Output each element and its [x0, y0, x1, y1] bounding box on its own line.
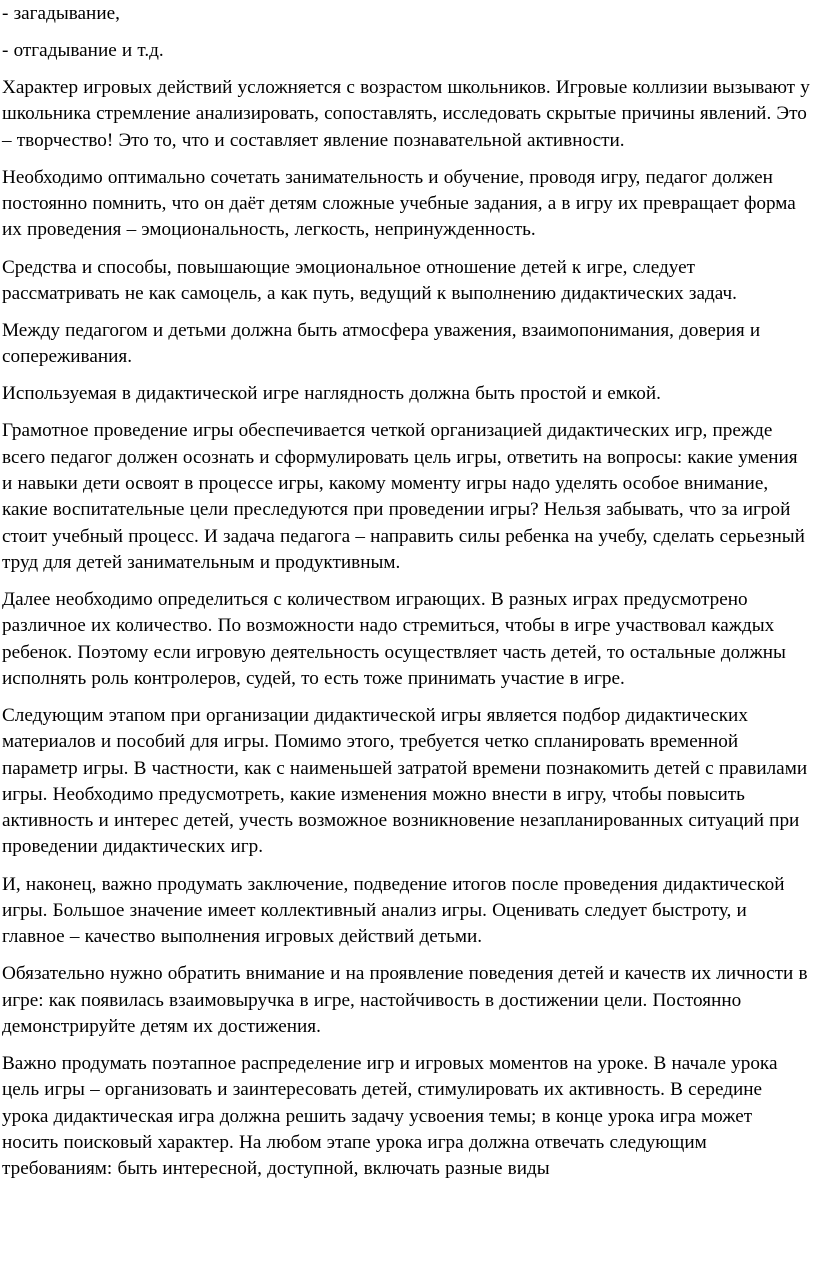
paragraph-lesson-stages: Важно продумать поэтапное распределение игр и игровых моментов на уроке. В начале урока цель игры – организовать и заинтересовать детей, стимулировать их активность. В середине урока дидактическая игра должна решить задачу усвоения темы; в конце урока игра может носить поисковый характер. На любом этапе урока игра должна отвечать следующим требованиям: быть интересной, доступной, включать разные виды	[2, 1052, 778, 1180]
paragraph-means-and-methods: Средства и способы, повышающие эмоциональное отношение детей к игре, следует рассматривать не как самоцель, а как путь, ведущий к выполнению дидактических задач.	[2, 256, 737, 304]
list-item-guessing: - загадывание,	[2, 3, 120, 24]
list-item-solving: - отгадывание и т.д.	[2, 40, 164, 62]
paragraph-game-actions: Характер игровых действий усложняется с возрастом школьников. Игровые коллизии вызывают у школьника стремление анализировать, сопоставлять, исследовать скрытые причины явлений. Это – творчество! Это то, что и составляет явление познавательной активности.	[2, 77, 810, 151]
paragraph-behavior: Обязательно нужно обратить внимание и на проявление поведения детей и качеств их личности в игре: как появилась взаимовыручка в игре, настойчивость в достижении цели. Постоянно демонстрируйте детям их достижения.	[2, 963, 808, 1037]
paragraph-game-organization: Грамотное проведение игры обеспечивается четкой организацией дидактических игр, прежде всего педагог должен осознать и сформулировать цель игры, ответить на вопросы: какие умения и навыки дети освоят в процессе игры, какому моменту игры надо уделять особое внимание, какие воспитательные цели преследуются при проведении игры? Нельзя забывать, что за игрой стоит учебный процесс. И задача педагога – направить силы ребенка на учебу, сделать серьезный труд для детей занимательным и продуктивным.	[2, 420, 805, 573]
paragraph-visual-aids: Используемая в дидактической игре наглядность должна быть простой и емкой.	[2, 383, 661, 405]
paragraph-atmosphere: Между педагогом и детьми должна быть атмосфера уважения, взаимопонимания, доверия и сопереживания.	[2, 319, 761, 368]
paragraph-optimal-combination: Необходимо оптимально сочетать занимательность и обучение, проводя игру, педагог должен постоянно помнить, что он даёт детям сложные учебные задания, а в игру их превращает форма их проведения – эмоциональность, легкость, непринужденность.	[2, 166, 796, 241]
paragraph-number-of-players: Далее необходимо определиться с количеством играющих. В разных играх предусмотрено различное их количество. По возможности надо стремиться, чтобы в игре участвовал каждых ребенок. Поэтому если игровую деятельность осуществляет часть детей, то остальные должны исполнять роль контролеров, судей, то есть тоже принимать участие в игре.	[2, 589, 786, 689]
paragraph-materials-selection: Следующим этапом при организации дидактической игры является подбор дидактических материалов и пособий для игры. Помимо этого, требуется четко спланировать временной параметр игры. В частности, как с наименьшей затратой времени познакомить детей с правилами игры. Необходимо предусмотреть, какие изменения можно внести в игру, чтобы повысить активность и интерес детей, учесть возможное возникновение незапланированных ситуаций при проведении дидактических игр.	[2, 705, 808, 858]
paragraph-conclusion: И, наконец, важно продумать заключение, подведение итогов после проведения дидактической игры. Большое значение имеет коллективный анализ игры. Оценивать следует быстроту, и главное – качество выполнения игровых действий детьми.	[2, 873, 785, 948]
